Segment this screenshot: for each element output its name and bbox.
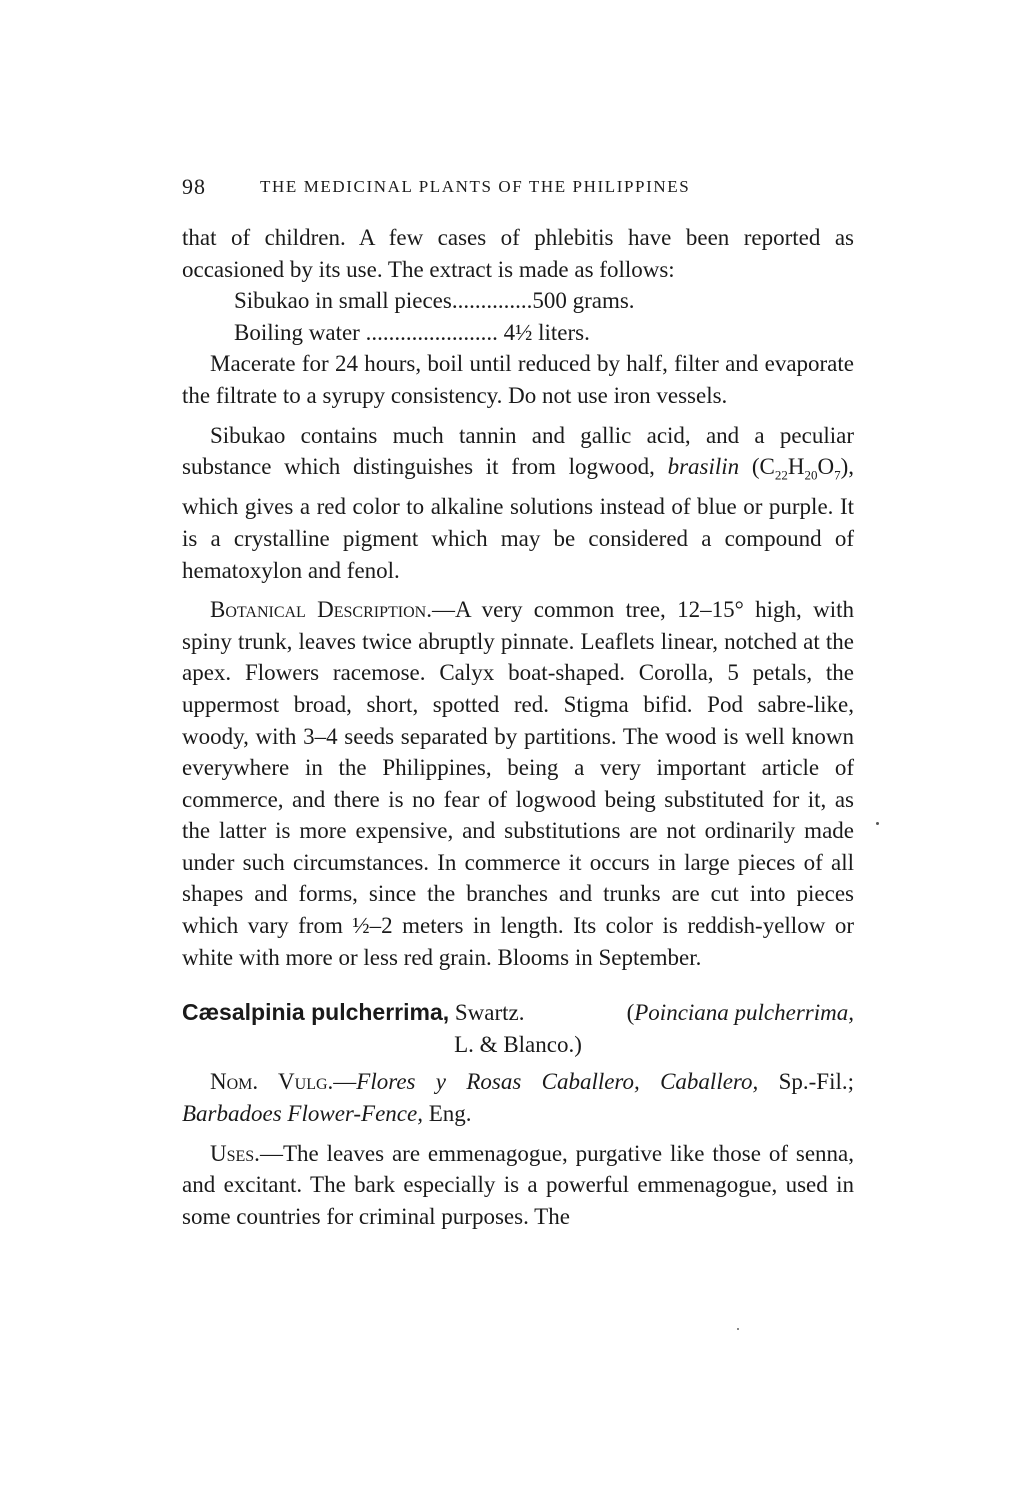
synonym-open: ( bbox=[626, 1000, 635, 1026]
vernacular-paragraph bbox=[182, 1066, 854, 1129]
species-synonym: Poinciana pulcherrima, bbox=[634, 1000, 854, 1026]
formula-o: O bbox=[817, 454, 835, 480]
vernacular-names-sp: Flores y Rosas Caballero, Caballero, bbox=[356, 1069, 759, 1095]
recipe-quantity: 4½ liters. bbox=[503, 319, 590, 345]
uses-text: —The leaves are emmenagogue, purgative like those of senna, and excitant. The bark especially is a powerful emmenagogue, used in some countries for criminal purposes. The bbox=[182, 1140, 854, 1229]
scan-speck bbox=[876, 822, 879, 825]
recipe-leader: ....................... bbox=[359, 319, 504, 345]
running-title: THE MEDICINAL PLANTS OF THE PHILIPPINES bbox=[260, 177, 691, 196]
method-paragraph: Macerate for 24 hours, boil until reduced by half, filter and evaporate the filtrate to a syrupy consistency. Do not use iron vessels. bbox=[182, 351, 854, 408]
chemistry-text-1: Sibukao contains much tannin and gallic acid, and a peculiar substance which distinguishes it from logwood, bbox=[182, 422, 854, 480]
recipe-item: Sibukao in small pieces bbox=[234, 288, 452, 314]
page-number: 98 bbox=[182, 174, 206, 199]
formula-o-sub: 7 bbox=[834, 467, 841, 483]
vernacular-dash: — bbox=[333, 1069, 357, 1095]
vernacular-lang-eng: Eng. bbox=[428, 1101, 472, 1127]
formula-h: H bbox=[787, 454, 805, 480]
uses-label: Uses. bbox=[210, 1140, 260, 1166]
botanical-paragraph bbox=[182, 594, 854, 973]
species-author: Swartz. bbox=[454, 1000, 525, 1026]
recipe-row bbox=[182, 317, 854, 349]
formula-h-sub: 20 bbox=[804, 467, 818, 483]
chemistry-text-2: , which gives a red color to alkaline solutions instead of blue or purple. It is a crystalline pigment which may be considered a compound of hematoxylon and fenol. bbox=[182, 454, 854, 583]
recipe-quantity: 500 grams. bbox=[532, 288, 635, 314]
book-page bbox=[182, 168, 854, 1232]
recipe-table bbox=[182, 285, 854, 348]
vernacular-lang-sp: Sp.-Fil.; bbox=[778, 1069, 855, 1095]
synonym-author: L. & Blanco.) bbox=[454, 1031, 582, 1057]
species-name: Cæsalpinia pulcherrima, bbox=[182, 999, 450, 1026]
chemistry-paragraph: Sibukao contains much tannin and gallic acid, and a peculiar substance which distinguishes it from logwood, brasilin $(C_{22}H_{20}O_7)$, which gives a red color to alkaline solutions instead of blue or purple. It is a crystalline pigment which may be considered a compound of hematoxylon and fenol. bbox=[182, 422, 854, 583]
vernacular-names-eng: Barbadoes Flower-Fence, bbox=[182, 1101, 423, 1127]
uses-paragraph bbox=[182, 1138, 854, 1233]
botanical-label: Botanical Description. bbox=[210, 597, 432, 623]
running-head bbox=[182, 168, 854, 204]
scan-speck bbox=[737, 1328, 739, 1330]
botanical-text: —A very common tree, 12–15° high, with spiny trunk, leaves twice abruptly pinnate. Leaflets linear, notched at the apex. Flowers racemose. Calyx boat-shaped. Corolla, 5 petals, the uppermost broad, short, spotted red. Stigma bifid. Pod sabre-like, woody, with 3–4 seeds separated by partitions. The wood is well known everywhere in the Philippines, being a very important article of commerce, and there is no fear of logwood being substituted for it, as the latter is more expensive, and substitutions are not ordinarily made under such circumstances. In commerce it occurs in large pieces of all shapes and forms, since the branches and trunks are cut into pieces which vary from ½–2 meters in length. Its color is reddish-yellow or white with more or less red grain. Blooms in September. bbox=[182, 597, 854, 970]
recipe-item: Boiling water bbox=[234, 319, 360, 345]
recipe-row bbox=[182, 285, 854, 317]
formula-c: C bbox=[759, 454, 775, 480]
formula-c-sub: 22 bbox=[774, 467, 788, 483]
recipe-leader: .............. bbox=[451, 288, 533, 314]
vernacular-label: Nom. Vulg. bbox=[210, 1069, 334, 1095]
intro-paragraph: that of children. A few cases of phlebitis have been reported as occasioned by its use. The extract is made as follows: bbox=[182, 225, 854, 282]
species-heading bbox=[182, 997, 854, 1060]
brasilin-term: brasilin bbox=[667, 454, 740, 480]
